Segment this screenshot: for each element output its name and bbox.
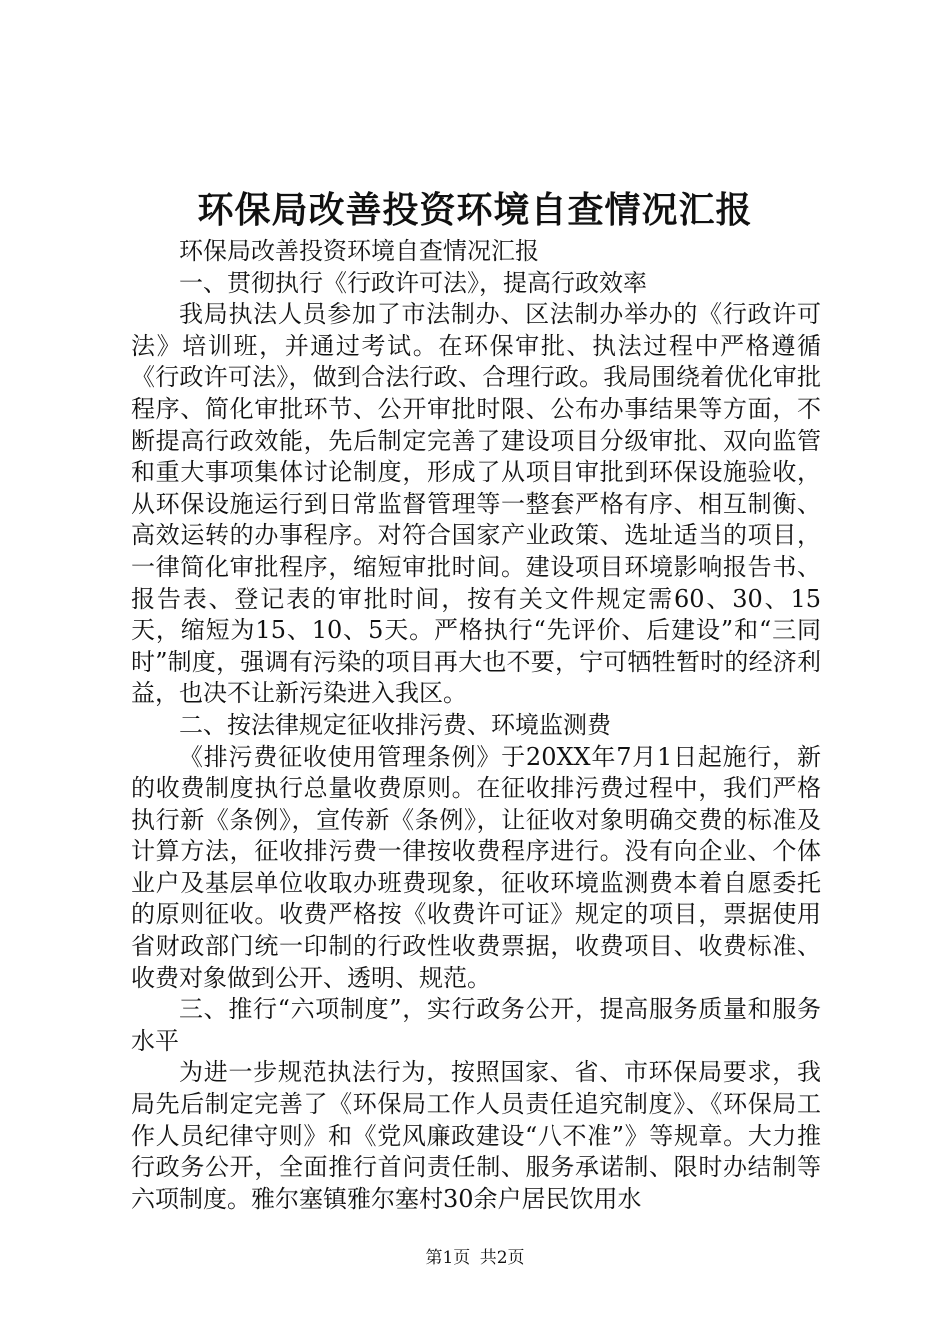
body-paragraph-3: 为进一步规范执法行为，按照国家、省、市环保局要求，我局先后制定完善了《环保局工作人员责任追究制度》、《环保局工作人员纪律守则》和《党风廉政建设“八不准”》等规章。大力推行政务公开，全面推行首问责任制、服务承诺制、限时办结制等六项制度。雅尔塞镇雅尔塞村30余户居民饮用水 [131,1058,821,1213]
document-title: 环保局改善投资环境自查情况汇报 [197,189,753,231]
section-heading-2: 二、按法律规定征收排污费、环境监测费 [179,710,611,739]
body-paragraph-2: 《排污费征收使用管理条例》于20XX年7月1日起施行，新的收费制度执行总量收费原则。在征收排污费过程中，我们严格执行新《条例》，宣传新《条例》，让征收对象明确交费的标准及计算方法，征收排污费一律按收费程序进行。没有向企业、个体业户及基层单位收取办班费现象，征收环境监测费本着自愿委托的原则征收。收费严格按《收费许可证》规定的项目，票据使用省财政部门统一印制的行政性收费票据，收费项目、收费标准、收费对象做到公开、透明、规范。 [131,742,821,992]
page-total: 共2页 [479,1248,525,1268]
page-footer [0,1247,950,1269]
page-number: 第1页 [425,1248,471,1268]
section-heading-3: 三、推行“六项制度”，实行政务公开，提高服务质量和服务水平 [131,995,821,1055]
document-body [131,236,821,1215]
section-heading-1: 一、贯彻执行《行政许可法》，提高行政效率 [179,268,647,297]
body-paragraph-subtitle: 环保局改善投资环境自查情况汇报 [179,237,539,265]
body-paragraph-1: 我局执法人员参加了市法制办、区法制办举办的《行政许可法》培训班，并通过考试。在环保审批、执法过程中严格遵循《行政许可法》，做到合法行政、合理行政。我局围绕着优化审批程序、简化审批环节、公开审批时限、公布办事结果等方面，不断提高行政效能，先后制定完善了建设项目分级审批、双向监管和重大事项集体讨论制度，形成了从项目审批到环保设施验收，从环保设施运行到日常监督管理等一整套严格有序、相互制衡、高效运转的办事程序。对符合国家产业政策、选址适当的项目，一律简化审批程序，缩短审批时间。建设项目环境影响报告书、报告表、登记表的审批时间，按有关文件规定需60、30、15天，缩短为15、10、5天。严格执行“先评价、后建设”和“三同时”制度，强调有污染的项目再大也不要，宁可牺牲暂时的经济利益，也决不让新污染进入我区。 [131,300,821,708]
